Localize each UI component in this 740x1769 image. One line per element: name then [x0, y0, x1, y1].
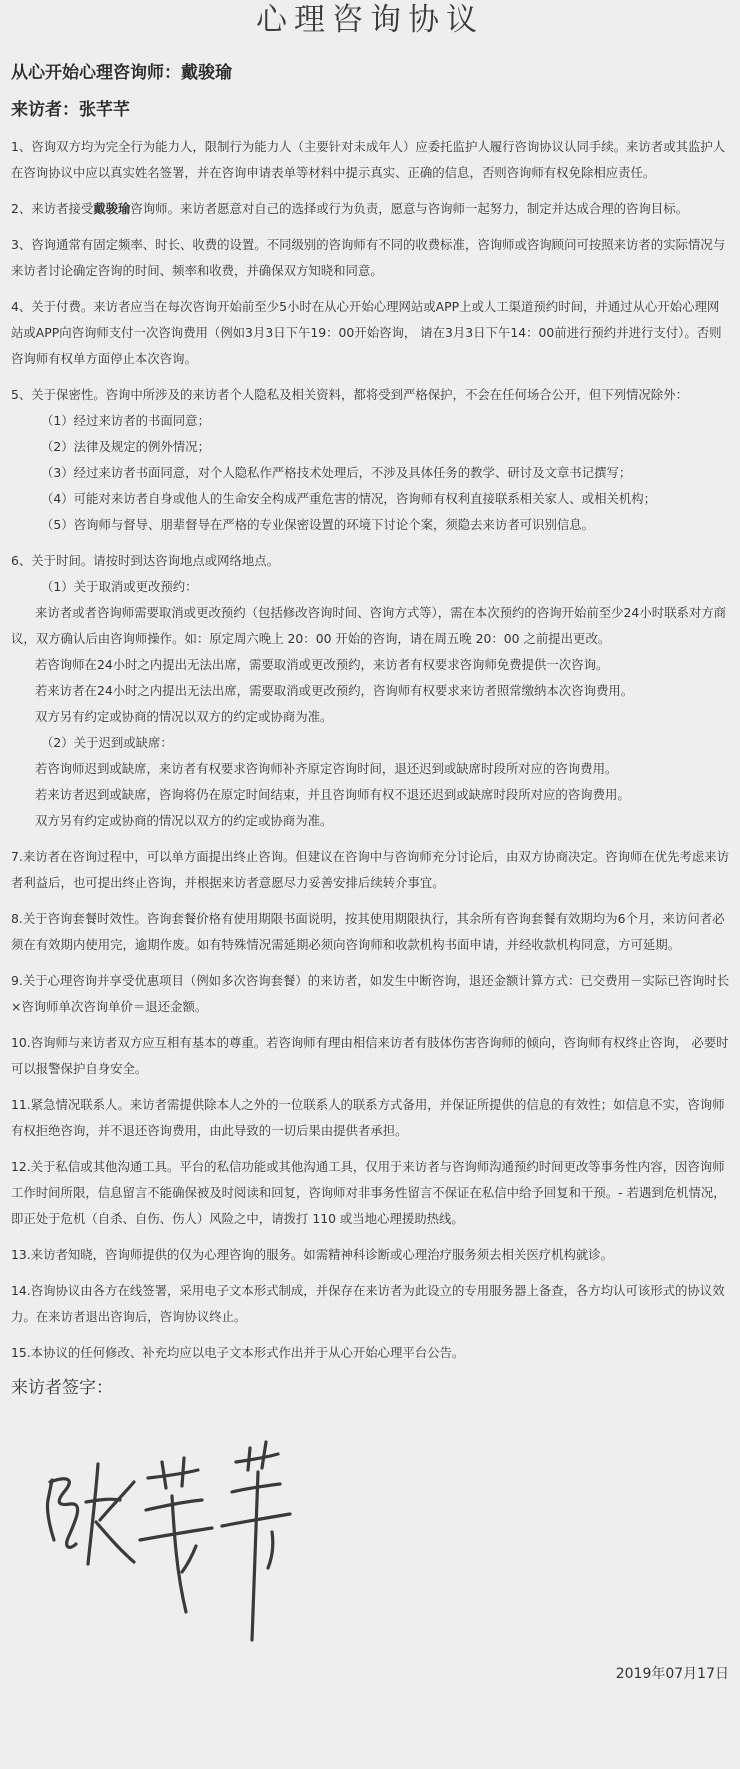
clause-2-prefix: 2、来访者接受 — [11, 201, 94, 216]
clause-6-1-text: 来访者或者咨询师需要取消或更改预约（包括修改咨询时间、咨询方式等），需在本次预约的咨询开始前至少24小时联系对方商议，双方确认后由咨询师操作。如：原定周六晚上 20：00 开始的咨询，请在周五晚 20：00 之前提出更改。 — [11, 605, 727, 646]
clause-11: 11.紧急情况联系人。来访者需提供除本人之外的一位联系人的联系方式备用，并保证所提供的信息的有效性；如信息不实，咨询师有权拒绝咨询，并不退还咨询费用，由此导致的一切后果由提供者承担。 — [11, 1097, 725, 1138]
clause-6-1-text: 若咨询师在24小时之内提出无法出席，需要取消或更改预约，来访者有权要求咨询师免费提供一次咨询。 — [35, 657, 609, 672]
signing-date: 2019年07月17日 — [615, 1666, 729, 1682]
clause-5-item: （4）可能对来访者自身或他人的生命安全构成严重危害的情况，咨询师有权利直接联系相关家人、或相关机构； — [41, 491, 657, 506]
clause-6-1-title: （1）关于取消或更改预约： — [41, 579, 198, 594]
visitor-line: 来访者：张芊芊 — [11, 100, 130, 120]
clause-7: 7.来访者在咨询过程中，可以单方面提出终止咨询。但建议在咨询中与咨询师充分讨论后，由双方协商决定。咨询师在优先考虑来访者利益后，也可提出终止咨询，并根据来访者意愿尽力妥善安排后续转介事宜。 — [11, 849, 730, 890]
clause-10: 10.咨询师与来访者双方应互相有基本的尊重。若咨询师有理由相信来访者有肢体伤害咨询师的倾向，咨询师有权终止咨询， 必要时可以报警保护自身安全。 — [11, 1035, 729, 1076]
clause-6-2-title: （2）关于迟到或缺席： — [41, 735, 173, 750]
clause-9: 9.关于心理咨询并享受优惠项目（例如多次咨询套餐）的来访者，如发生中断咨询，退还金额计算方式：已交费用－实际已咨询时长×咨询师单次咨询单价＝退还金额。 — [11, 973, 730, 1014]
clause-5-item: （5）咨询师与督导、朋辈督导在严格的专业保密设置的环境下讨论个案，须隐去来访者可识别信息。 — [41, 517, 595, 532]
handwritten-signature — [36, 1440, 326, 1650]
clause-5-item: （2）法律及规定的例外情况； — [41, 439, 210, 454]
clause-2 — [11, 196, 731, 222]
clause-6-2-text: 若咨询师迟到或缺席，来访者有权要求咨询师补齐原定咨询时间，退还迟到或缺席时段所对应的咨询费用。 — [35, 761, 618, 776]
clause-3: 3、咨询通常有固定频率、时长、收费的设置。不同级别的咨询师有不同的收费标准，咨询师或咨询顾问可按照来访者的实际情况与来访者讨论确定咨询的时间、频率和收费，并确保双方知晓和同意。 — [11, 237, 726, 278]
clause-2-counselor-name: 戴骏瑜 — [93, 201, 131, 216]
clause-6-2-text: 若来访者迟到或缺席，咨询将仍在原定时间结束，并且咨询师有权不退还迟到或缺席时段所对应的咨询费用。 — [35, 787, 630, 802]
clause-4: 4、关于付费。来访者应当在每次咨询开始前至少5小时在从心开始心理网站或APP上或人工渠道预约时间，并通过从心开始心理网站或APP向咨询师支付一次咨询费用（例如3月3日下午19：00开始咨询， 请在3月3日下午14：00前进行预约并进行支付）。否则咨询师有权单方面停止本次咨询。 — [11, 299, 722, 366]
clause-6: 6、关于时间。请按时到达咨询地点或网络地点。 — [11, 553, 280, 568]
clause-13: 13.来访者知晓，咨询师提供的仅为心理咨询的服务。如需精神科诊断或心理治疗服务须去相关医疗机构就诊。 — [11, 1247, 614, 1262]
clause-1: 1、咨询双方均为完全行为能力人，限制行为能力人（主要针对未成年人）应委托监护人履行咨询协议认同手续。来访者或其监护人在咨询协议中应以真实姓名签署，并在咨询申请表单等材料中提示真实、正确的信息，否则咨询师有权免除相应责任。 — [11, 139, 726, 180]
clause-6-1-text: 若来访者在24小时之内提出无法出席，需要取消或更改预约，咨询师有权要求来访者照常缴纳本次咨询费用。 — [35, 683, 634, 698]
document-title: 心理咨询协议 — [256, 2, 484, 38]
clause-5: 5、关于保密性。咨询中所涉及的来访者个人隐私及相关资料，都将受到严格保护，不会在任何场合公开，但下列情况除外： — [11, 387, 688, 402]
clause-15: 15.本协议的任何修改、补充均应以电子文本形式作出并于从心开始心理平台公告。 — [11, 1345, 465, 1360]
signature-label: 来访者签字： — [11, 1378, 113, 1398]
clause-2-suffix: 咨询师。来访者愿意对自己的选择或行为负责，愿意与咨询师一起努力，制定并达成合理的咨询目标。 — [130, 201, 688, 216]
clause-12: 12.关于私信或其他沟通工具。平台的私信功能或其他沟通工具，仅用于来访者与咨询师沟通预约时间更改等事务性内容，因咨询师工作时间所限，信息留言不能确保被及时阅读和回复，咨询师对非事务性留言不保证在私信中给予回复和干预。- 若遇到危机情况，即正处于危机（自杀、自伤、伤人）风险之中，请拨打 110 或当地心理援助热线。 — [11, 1159, 726, 1226]
clause-6-1-text: 双方另有约定或协商的情况以双方的约定或协商为准。 — [35, 709, 333, 724]
clause-5-item: （1）经过来访者的书面同意； — [41, 413, 210, 428]
clauses-list — [11, 134, 731, 1376]
clause-8: 8.关于咨询套餐时效性。咨询套餐价格有使用期限书面说明，按其使用期限执行，其余所有咨询套餐有效期均为6个月，来访问者必须在有效期内使用完，逾期作废。如有特殊情况需延期必须向咨询师和收款机构书面申请，并经收款机构同意，方可延期。 — [11, 911, 725, 952]
counselor-line: 从心开始心理咨询师：戴骏瑜 — [11, 63, 232, 83]
clause-14: 14.咨询协议由各方在线签署，采用电子文本形式制成，并保存在来访者为此设立的专用服务器上备查，各方均认可该形式的协议效力。在来访者退出咨询后，咨询协议终止。 — [11, 1283, 725, 1324]
clause-5-item: （3）经过来访者书面同意，对个人隐私作严格技术处理后，不涉及具体任务的教学、研讨及文章书记撰写； — [41, 465, 632, 480]
clause-6-2-text: 双方另有约定或协商的情况以双方的约定或协商为准。 — [35, 813, 333, 828]
